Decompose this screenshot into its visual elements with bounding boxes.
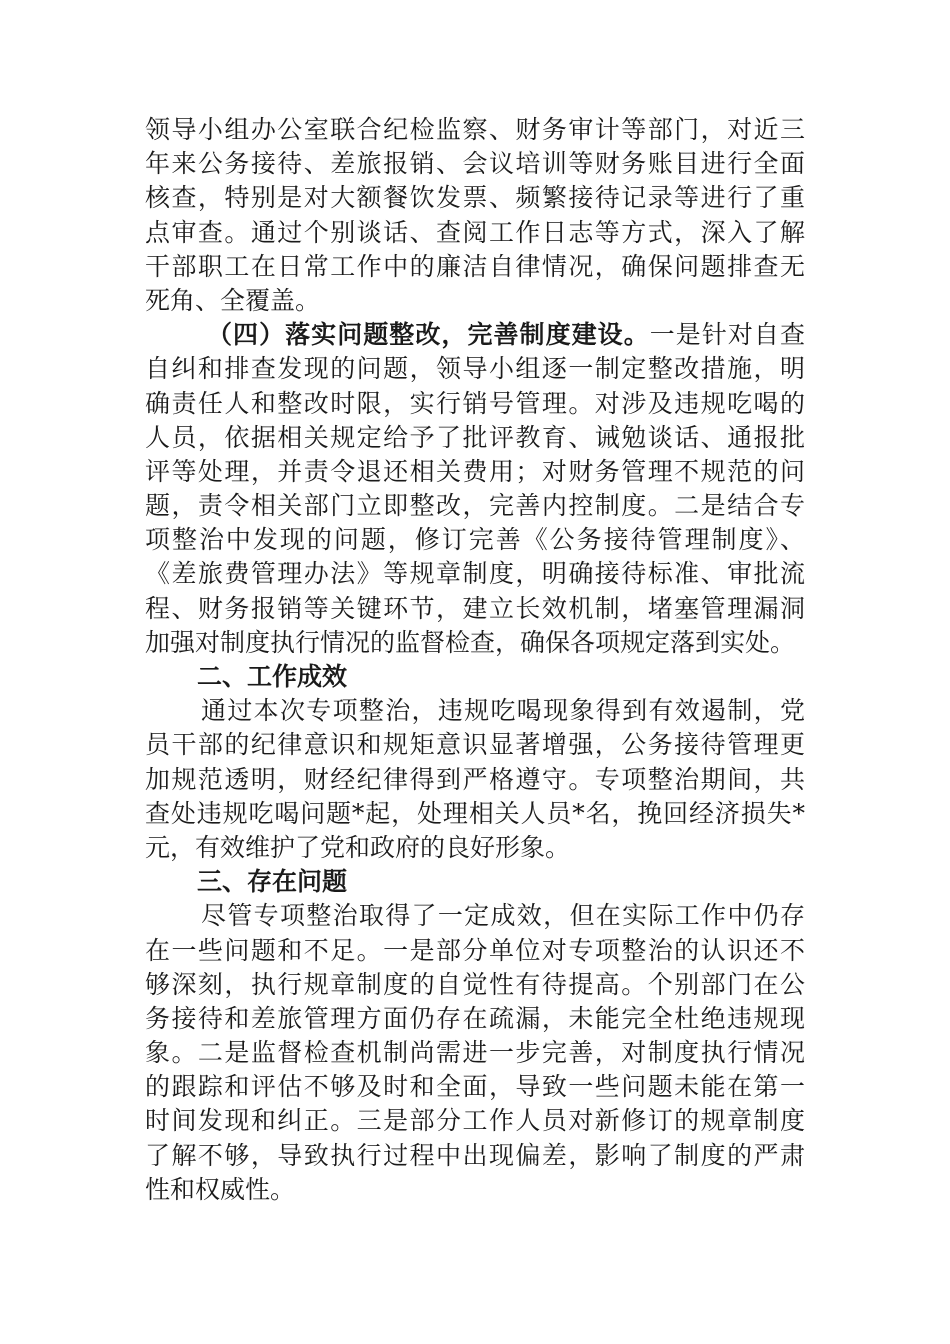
paragraph-line: 自纠和排查发现的问题，领导小组逐一制定整改措施，明 [145, 354, 805, 384]
paragraph-line: 题，责令相关部门立即整改，完善内控制度。二是结合专 [145, 491, 805, 521]
subsection4-first-line [145, 318, 805, 352]
paragraph-line: 确责任人和整改时限，实行销号管理。对涉及违规吃喝的 [145, 388, 805, 418]
paragraph-line: 查处违规吃喝问题*起，处理相关人员*名，挽回经济损失* [145, 798, 805, 828]
paragraph-line: 务接待和差旅管理方面仍存在疏漏，未能完全杜绝违规现 [145, 1003, 805, 1033]
paragraph-line: 领导小组办公室联合纪检监察、财务审计等部门，对近三 [145, 115, 805, 144]
paragraph-line: 元，有效维护了党和政府的良好形象。 [145, 832, 571, 862]
paragraph-line: 了解不够，导致执行过程中出现偏差，影响了制度的严肃 [145, 1140, 805, 1170]
paragraph-line: 项整治中发现的问题，修订完善《公务接待管理制度》、 [145, 525, 805, 555]
paragraph-line: 评等处理，并责令退还相关费用；对财务管理不规范的问 [145, 456, 805, 486]
paragraph-line: 程、财务报销等关键环节，建立长效机制，堵塞管理漏洞 [145, 593, 805, 623]
section2-paragraph [145, 694, 805, 865]
paragraph-line: 死角、全覆盖。 [145, 285, 321, 315]
section3-paragraph [145, 899, 805, 1207]
document-page [145, 113, 805, 1207]
paragraph-line: 尽管专项整治取得了一定成效，但在实际工作中仍存 [201, 901, 805, 931]
paragraph-line: 《差旅费管理办法》等规章制度，明确接待标准、审批流 [145, 559, 805, 589]
paragraph-line: 时间发现和纠正。三是部分工作人员对新修订的规章制度 [145, 1106, 805, 1136]
paragraph-line: 核查，特别是对大额餐饮发票、频繁接待记录等进行了重 [145, 183, 805, 213]
subsection4-title: （四）落实问题整改，完善制度建设。 [207, 320, 650, 350]
paragraph-line: 人员，依据相关规定给予了批评教育、诫勉谈话、通报批 [145, 422, 805, 452]
paragraph-line: 员干部的纪律意识和规矩意识显著增强，公务接待管理更 [145, 730, 805, 760]
paragraph-line: 性和权威性。 [145, 1174, 296, 1204]
subsection4-paragraph [145, 318, 805, 660]
paragraph-line: 通过本次专项整治，违规吃喝现象得到有效遏制，党 [201, 696, 805, 726]
paragraph-line: 够深刻，执行规章制度的自觉性有待提高。个别部门在公 [145, 969, 805, 999]
paragraph-line: 在一些问题和不足。一是部分单位对专项整治的认识还不 [145, 935, 805, 965]
paragraph-line: 年来公务接待、差旅报销、会议培训等财务账目进行全面 [145, 149, 805, 179]
paragraph-line: 加强对制度执行情况的监督检查，确保各项规定落到实处。 [145, 627, 796, 657]
section1-tail-paragraph [145, 113, 805, 318]
section2-heading: 二、工作成效 [197, 662, 348, 691]
section3-heading: 三、存在问题 [197, 867, 348, 897]
paragraph-line: 的跟踪和评估不够及时和全面，导致一些问题未能在第一 [145, 1072, 805, 1102]
paragraph-line: 干部职工在日常工作中的廉洁自律情况，确保问题排查无 [145, 251, 805, 281]
subsection4-first-line-rest: 一是针对自查 [649, 320, 805, 350]
paragraph-line: 点审查。通过个别谈话、查阅工作日志等方式，深入了解 [145, 217, 805, 247]
paragraph-line: 象。二是监督检查机制尚需进一步完善，对制度执行情况 [145, 1038, 805, 1068]
paragraph-line: 加规范透明，财经纪律得到严格遵守。专项整治期间，共 [145, 764, 805, 794]
